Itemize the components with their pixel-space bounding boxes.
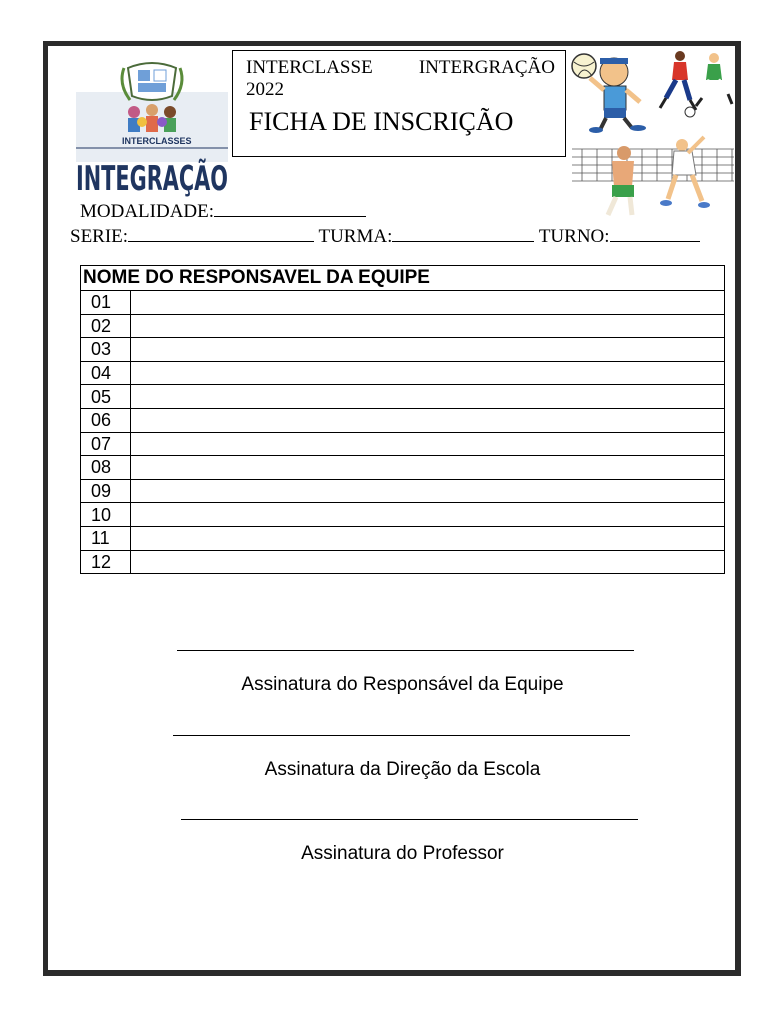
- roster-row: [81, 408, 725, 432]
- roster-row: [81, 361, 725, 385]
- event-year: 2022: [246, 79, 284, 100]
- roster-name-cell[interactable]: [131, 503, 725, 527]
- roster-name-cell[interactable]: [131, 479, 725, 503]
- team-leader-signature-line[interactable]: [177, 650, 634, 651]
- serie-blank[interactable]: [128, 225, 314, 242]
- roster-row-number: 05: [81, 385, 131, 409]
- roster-body: [81, 291, 725, 574]
- volleyball-player-icon: [570, 50, 655, 132]
- roster-row-number: 02: [81, 314, 131, 338]
- team-leader-signature-label: Assinatura do Responsável da Equipe: [241, 674, 564, 695]
- class-fields-row: [70, 225, 700, 248]
- roster-name-cell[interactable]: [131, 385, 725, 409]
- roster-row-number: 04: [81, 361, 131, 385]
- students-icon: [128, 104, 176, 132]
- roster-table: [80, 265, 725, 574]
- roster-row: [81, 432, 725, 456]
- roster-row-number: 10: [81, 503, 131, 527]
- roster-row: [81, 526, 725, 550]
- logo-subtitle: INTERCLASSES: [122, 136, 192, 146]
- turno-label: TURNO:: [538, 226, 610, 247]
- roster-header: NOME DO RESPONSAVEL DA EQUIPE: [81, 266, 725, 291]
- logo-main-text: INTEGRAÇÃO: [76, 159, 325, 199]
- roster-row-number: 08: [81, 456, 131, 480]
- turno-blank[interactable]: [610, 225, 700, 242]
- crest-icon: [122, 63, 182, 100]
- roster-name-cell[interactable]: [131, 526, 725, 550]
- roster-row: [81, 479, 725, 503]
- roster-row-number: 09: [81, 479, 131, 503]
- roster-row-number: 12: [81, 550, 131, 574]
- event-title: [246, 57, 555, 79]
- serie-label: SERIE:: [70, 226, 129, 247]
- turma-label: TURMA:: [318, 226, 393, 247]
- roster-row-number: 07: [81, 432, 131, 456]
- event-title-left: INTERCLASSE: [246, 57, 373, 78]
- teacher-signature-line[interactable]: [181, 819, 638, 820]
- roster-name-cell[interactable]: [131, 314, 725, 338]
- roster-header-row: [81, 266, 725, 291]
- roster-row: [81, 456, 725, 480]
- roster-name-cell[interactable]: [131, 291, 725, 315]
- teacher-signature-label: Assinatura do Professor: [301, 843, 504, 864]
- roster-row: [81, 338, 725, 362]
- roster-name-cell[interactable]: [131, 408, 725, 432]
- modalidade-label: MODALIDADE:: [80, 201, 215, 222]
- roster-name-cell[interactable]: [131, 550, 725, 574]
- turma-blank[interactable]: [392, 225, 534, 242]
- roster-row-number: 11: [81, 526, 131, 550]
- roster-row: [81, 291, 725, 315]
- roster-name-cell[interactable]: [131, 456, 725, 480]
- roster-name-cell[interactable]: [131, 432, 725, 456]
- roster-row: [81, 385, 725, 409]
- roster-name-cell[interactable]: [131, 338, 725, 362]
- event-title-right: INTERGRAÇÃO: [418, 57, 555, 78]
- soccer-players-icon: [656, 48, 734, 118]
- school-board-signature-line[interactable]: [173, 735, 630, 736]
- modalidade-blank[interactable]: [214, 200, 366, 217]
- roster-row-number: 06: [81, 408, 131, 432]
- roster-row-number: 01: [81, 291, 131, 315]
- roster-row: [81, 314, 725, 338]
- roster-row: [81, 503, 725, 527]
- volleyball-net-icon: [572, 135, 734, 220]
- roster-row-number: 03: [81, 338, 131, 362]
- roster-row: [81, 550, 725, 574]
- modalidade-field[interactable]: [80, 200, 366, 223]
- school-board-signature-label: Assinatura da Direção da Escola: [264, 759, 541, 780]
- form-title: FICHA DE INSCRIÇÃO: [249, 107, 514, 136]
- title-box: [232, 50, 566, 157]
- roster-name-cell[interactable]: [131, 361, 725, 385]
